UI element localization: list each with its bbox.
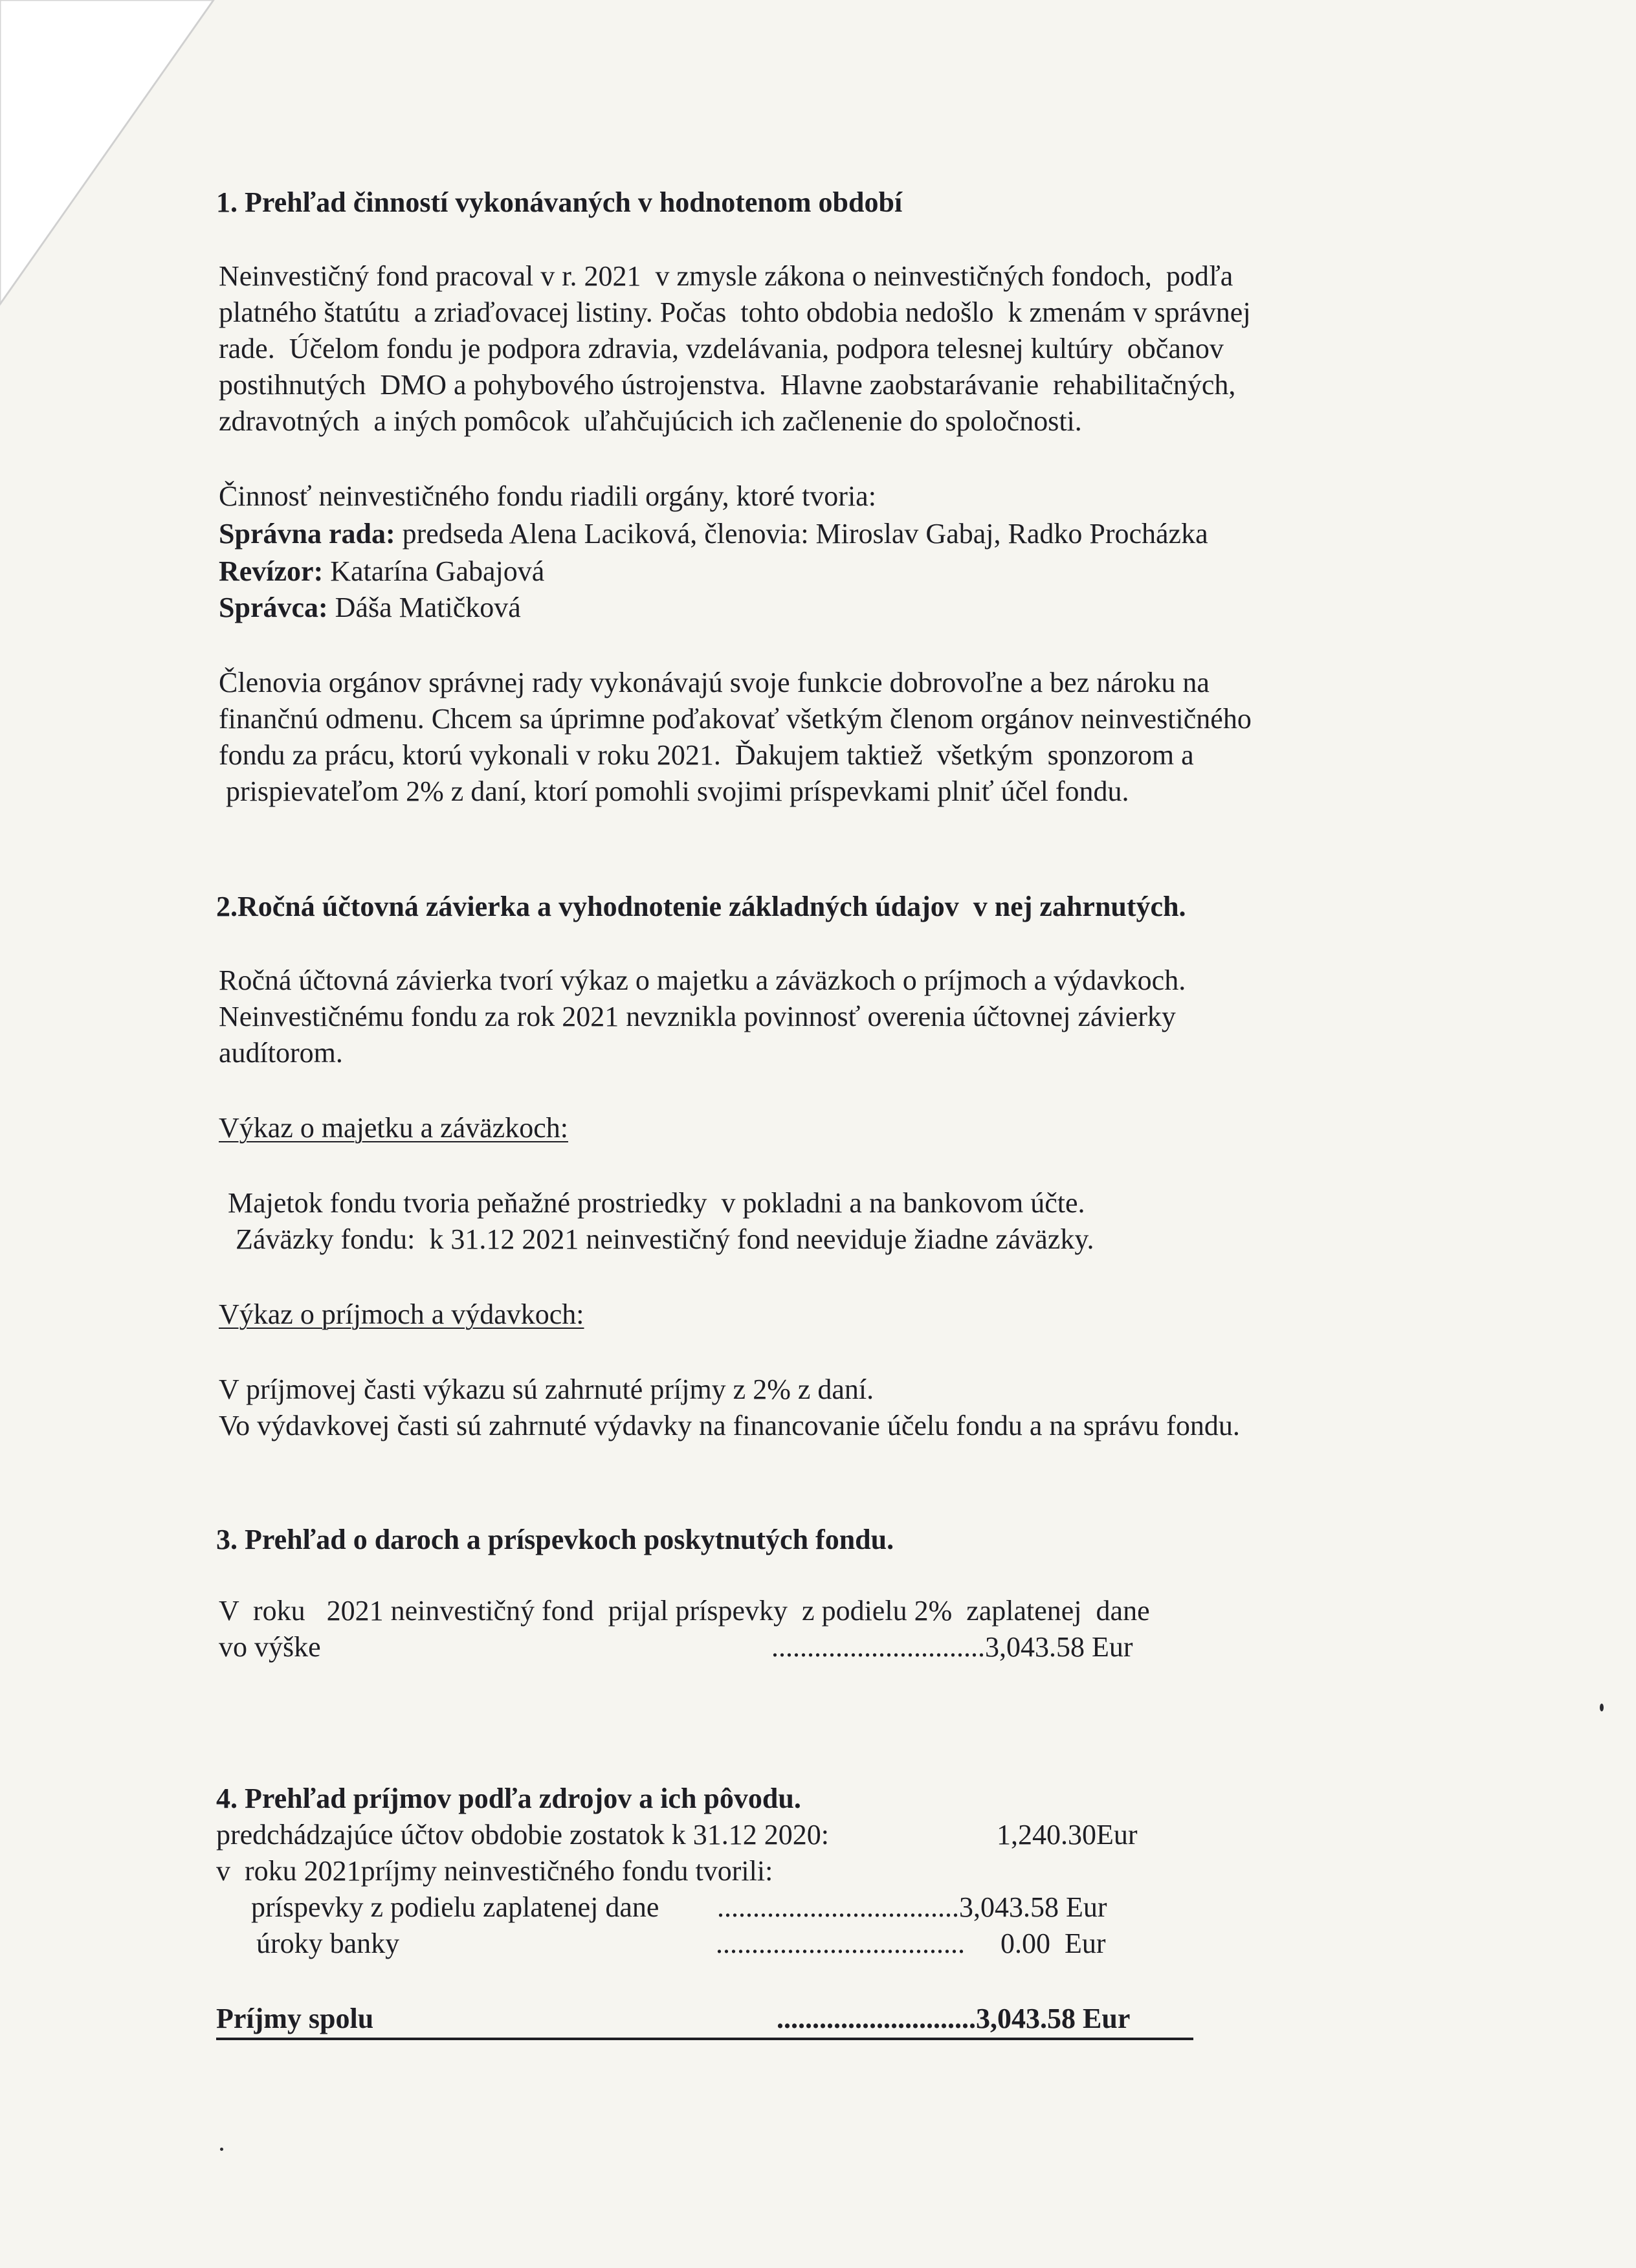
contributions-value: ..................................3,043.58 Eur: [717, 1891, 1107, 1923]
auditor-label: Revízor:: [219, 555, 324, 587]
section1-para1-line5: zdravotných a iných pomôcok uľahčujúcich ich začlenenie do spoločnosti.: [219, 405, 1082, 437]
scan-speck: [220, 2148, 223, 2151]
prior-balance-label: predchádzajúce účtov obdobie zostatok k 31.12 2020:: [216, 1819, 829, 1851]
auditor-line: [219, 554, 544, 589]
income-expense-line1: V príjmovej časti výkazu sú zahrnuté príjmy z 2% z daní.: [219, 1373, 874, 1405]
admin-value: Dáša Matičková: [327, 592, 521, 623]
section3-line1: V roku 2021 neinvestičný fond prijal príspevky z podielu 2% zaplatenej dane: [219, 1595, 1150, 1627]
interest-label: úroky banky: [256, 1928, 400, 1959]
section1-para2-line2: finančnú odmenu. Chcem sa úprimne poďakovať všetkým členom orgánov neinvestičného: [219, 703, 1252, 735]
section1-heading: 1. Prehľad činností vykonávaných v hodnotenom období: [216, 186, 903, 218]
assets-line2: Záväzky fondu: k 31.12 2021 neinvestičný fond neeviduje žiadne záväzky.: [236, 1223, 1094, 1255]
section1-para1-line1: Neinvestičný fond pracoval v r. 2021 v zmysle zákona o neinvestičných fondoch, podľa: [219, 260, 1233, 292]
section3-amount-value: ..............................3,043.58 Eur: [771, 1631, 1133, 1663]
board-line: [219, 517, 1208, 551]
income-expense-heading: Výkaz o príjmoch a výdavkoch:: [219, 1298, 584, 1330]
prior-balance-value: 1,240.30Eur: [997, 1819, 1138, 1851]
section2-para-line3: audítorom.: [219, 1037, 343, 1069]
contributions-label: príspevky z podielu zaplatenej dane: [251, 1891, 659, 1923]
section1-para2-line1: Členovia orgánov správnej rady vykonávajú svoje funkcie dobrovoľne a bez nároku na: [219, 667, 1210, 698]
section3-amount-label: vo výške: [219, 1631, 321, 1663]
section2-para-line2: Neinvestičnému fondu za rok 2021 nevznikla povinnosť overenia účtovnej závierky: [219, 1001, 1176, 1032]
board-label: Správna rada:: [219, 518, 395, 550]
section1-para1-line4: postihnutých DMO a pohybového ústrojenstva. Hlavne zaobstarávanie rehabilitačných,: [219, 369, 1236, 401]
section3-heading: 3. Prehľad o daroch a príspevkoch poskytnutých fondu.: [216, 1524, 894, 1555]
board-value: predseda Alena Laciková, členovia: Miroslav Gabaj, Radko Procházka: [395, 518, 1208, 550]
scan-speck: [1600, 1704, 1604, 1711]
assets-heading: Výkaz o majetku a záväzkoch:: [219, 1112, 568, 1144]
section1-para2-line4: prispievateľom 2% z daní, ktorí pomohli svojimi príspevkami plniť účel fondu.: [219, 775, 1129, 807]
auditor-value: Katarína Gabajová: [323, 555, 545, 587]
assets-line1: Majetok fondu tvoria peňažné prostriedky v pokladni a na bankovom účte.: [228, 1187, 1085, 1219]
income-intro: v roku 2021príjmy neinvestičného fondu tvorili:: [216, 1855, 773, 1887]
total-income-value: ............................3,043.58 Eur: [777, 2003, 1131, 2034]
section2-heading: 2.Ročná účtovná závierka a vyhodnotenie základných údajov v nej zahrnutých.: [216, 891, 1186, 922]
section4-heading: 4. Prehľad príjmov podľa zdrojov a ich pôvodu.: [216, 1783, 801, 1814]
section1-para1-line2: platného štatútu a zriaďovacej listiny. Počas tohto obdobia nedošlo k zmenám v správnej: [219, 296, 1251, 328]
section1-para2-line3: fondu za prácu, ktorú vykonali v roku 2021. Ďakujem taktiež všetkým sponzorom a: [219, 739, 1194, 771]
income-expense-line2: Vo výdavkovej časti sú zahrnuté výdavky na financovanie účelu fondu a na správu fondu.: [219, 1410, 1240, 1441]
organs-intro: Činnosť neinvestičného fondu riadili orgány, ktoré tvoria:: [219, 480, 876, 512]
section2-para-line1: Ročná účtovná závierka tvorí výkaz o majetku a záväzkoch o príjmoch a výdavkoch.: [219, 964, 1186, 996]
admin-line: [219, 590, 521, 625]
admin-label: Správca:: [219, 592, 328, 623]
interest-value: ................................... 0.00 Eur: [716, 1928, 1106, 1959]
section1-para1-line3: rade. Účelom fondu je podpora zdravia, vzdelávania, podpora telesnej kultúry občanov: [219, 333, 1224, 364]
total-income-label: Príjmy spolu: [216, 2003, 374, 2034]
total-underline: [216, 2038, 1193, 2040]
